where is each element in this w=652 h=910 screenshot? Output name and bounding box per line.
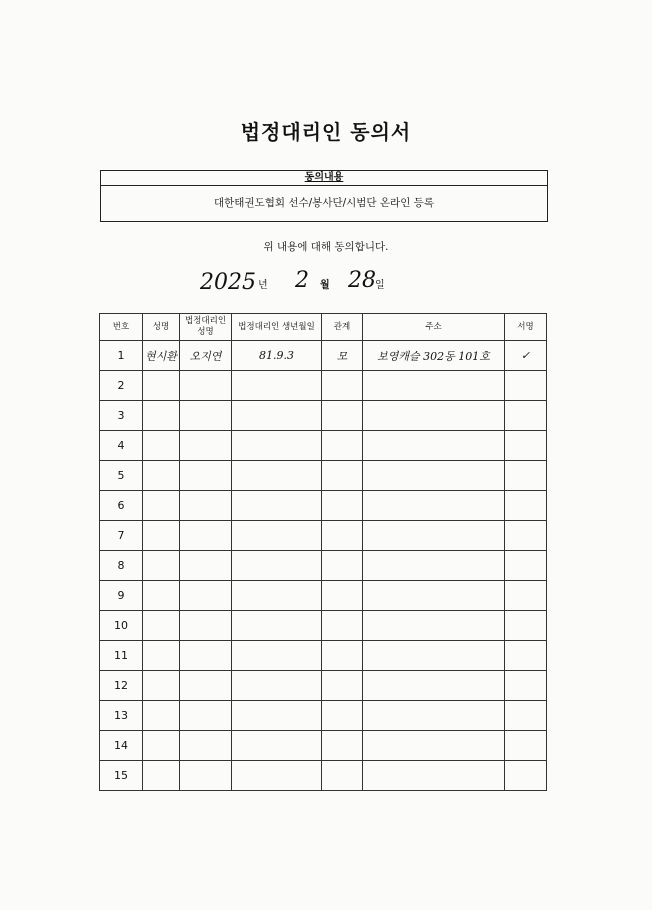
cell-guardian-birth — [232, 401, 322, 431]
cell-guardian-name — [180, 371, 232, 401]
header-signature: 서명 — [505, 314, 547, 341]
cell-num: 8 — [100, 551, 143, 581]
cell-address — [363, 671, 505, 701]
cell-relation — [322, 641, 363, 671]
cell-guardian-birth — [232, 641, 322, 671]
cell-guardian-name — [180, 581, 232, 611]
cell-num: 9 — [100, 581, 143, 611]
cell-num: 3 — [100, 401, 143, 431]
cell-signature — [505, 491, 547, 521]
cell-num: 14 — [100, 731, 143, 761]
cell-relation — [322, 581, 363, 611]
cell-relation — [322, 701, 363, 731]
header-name: 성명 — [143, 314, 180, 341]
cell-guardian-name — [180, 461, 232, 491]
cell-name — [143, 551, 180, 581]
cell-guardian-birth — [232, 671, 322, 701]
cell-guardian-birth — [232, 551, 322, 581]
cell-name: 현시환 — [143, 341, 180, 371]
cell-address — [363, 731, 505, 761]
cell-name — [143, 521, 180, 551]
cell-num: 4 — [100, 431, 143, 461]
cell-address — [363, 431, 505, 461]
cell-relation — [322, 761, 363, 791]
cell-relation — [322, 521, 363, 551]
cell-num: 12 — [100, 671, 143, 701]
header-num: 번호 — [100, 314, 143, 341]
table-row — [100, 371, 547, 401]
cell-guardian-birth — [232, 371, 322, 401]
table-row — [100, 401, 547, 431]
cell-guardian-name — [180, 641, 232, 671]
header-guardian-birth: 법정대리인 생년월일 — [232, 314, 322, 341]
cell-guardian-name — [180, 401, 232, 431]
cell-signature — [505, 521, 547, 551]
cell-num: 11 — [100, 641, 143, 671]
date-row — [200, 268, 420, 298]
cell-guardian-name: 오지연 — [180, 341, 232, 371]
cell-guardian-birth — [232, 761, 322, 791]
cell-guardian-name — [180, 701, 232, 731]
date-month-unit: 월 — [320, 280, 330, 291]
cell-num: 7 — [100, 521, 143, 551]
table-row — [100, 611, 547, 641]
cell-relation: 모 — [322, 341, 363, 371]
cell-address — [363, 611, 505, 641]
cell-address — [363, 371, 505, 401]
cell-address: 보영캐슬 302동 101호 — [363, 341, 505, 371]
cell-guardian-birth — [232, 581, 322, 611]
cell-address — [363, 641, 505, 671]
cell-name — [143, 371, 180, 401]
cell-relation — [322, 671, 363, 701]
table-row — [100, 731, 547, 761]
cell-guardian-birth — [232, 431, 322, 461]
table-row — [100, 761, 547, 791]
table-row — [100, 701, 547, 731]
header-relation: 관계 — [322, 314, 363, 341]
cell-relation — [322, 611, 363, 641]
cell-num: 13 — [100, 701, 143, 731]
header-guardian-name: 법정대리인 성명 — [180, 314, 232, 341]
table-row — [100, 521, 547, 551]
cell-relation — [322, 551, 363, 581]
cell-num: 15 — [100, 761, 143, 791]
cell-signature — [505, 671, 547, 701]
consent-content-box — [100, 170, 548, 222]
cell-address — [363, 551, 505, 581]
table-row — [100, 551, 547, 581]
cell-name — [143, 461, 180, 491]
consent-content-header — [101, 171, 547, 186]
cell-address — [363, 701, 505, 731]
cell-guardian-name — [180, 731, 232, 761]
cell-address — [363, 401, 505, 431]
cell-signature: ✓ — [505, 341, 547, 371]
cell-signature — [505, 641, 547, 671]
cell-relation — [322, 371, 363, 401]
cell-guardian-birth — [232, 491, 322, 521]
cell-address — [363, 581, 505, 611]
cell-num: 10 — [100, 611, 143, 641]
cell-name — [143, 611, 180, 641]
table-row — [100, 461, 547, 491]
date-year: 2025 — [200, 270, 256, 295]
cell-address — [363, 521, 505, 551]
date-year-unit: 년 — [258, 280, 268, 291]
consent-content-body: 대한태권도협회 선수/봉사단/시범단 온라인 등록 — [214, 197, 434, 209]
cell-guardian-name — [180, 671, 232, 701]
cell-guardian-name — [180, 611, 232, 641]
cell-relation — [322, 431, 363, 461]
date-month: 2 — [295, 268, 309, 293]
cell-guardian-birth — [232, 611, 322, 641]
cell-num: 6 — [100, 491, 143, 521]
cell-guardian-birth — [232, 701, 322, 731]
table-header-row — [100, 314, 547, 341]
cell-relation — [322, 491, 363, 521]
table-row — [100, 671, 547, 701]
cell-name — [143, 491, 180, 521]
date-day-unit: 일 — [375, 280, 385, 291]
cell-guardian-name — [180, 431, 232, 461]
cell-signature — [505, 371, 547, 401]
cell-guardian-birth — [232, 461, 322, 491]
cell-guardian-birth: 81.9.3 — [232, 341, 322, 371]
cell-signature — [505, 431, 547, 461]
cell-guardian-name — [180, 761, 232, 791]
cell-name — [143, 761, 180, 791]
cell-relation — [322, 731, 363, 761]
cell-address — [363, 461, 505, 491]
document-title: 법정대리인 동의서 — [240, 120, 412, 144]
cell-name — [143, 431, 180, 461]
cell-name — [143, 671, 180, 701]
cell-signature — [505, 401, 547, 431]
cell-address — [363, 761, 505, 791]
header-address: 주소 — [363, 314, 505, 341]
table-row — [100, 491, 547, 521]
cell-guardian-birth — [232, 731, 322, 761]
cell-guardian-name — [180, 521, 232, 551]
cell-signature — [505, 581, 547, 611]
cell-address — [363, 491, 505, 521]
cell-relation — [322, 401, 363, 431]
cell-guardian-name — [180, 491, 232, 521]
date-day: 28 — [348, 268, 376, 293]
cell-name — [143, 731, 180, 761]
consent-content-header-label: 동의내용 — [304, 172, 344, 183]
cell-num: 1 — [100, 341, 143, 371]
cell-guardian-birth — [232, 521, 322, 551]
cell-signature — [505, 611, 547, 641]
table-row — [100, 431, 547, 461]
cell-signature — [505, 731, 547, 761]
table-row — [100, 341, 547, 371]
guardian-roster-table — [99, 313, 547, 791]
cell-signature — [505, 701, 547, 731]
cell-name — [143, 581, 180, 611]
cell-signature — [505, 461, 547, 491]
table-row — [100, 581, 547, 611]
cell-guardian-name — [180, 551, 232, 581]
cell-num: 2 — [100, 371, 143, 401]
cell-name — [143, 701, 180, 731]
cell-name — [143, 641, 180, 671]
table-row — [100, 641, 547, 671]
cell-name — [143, 401, 180, 431]
cell-signature — [505, 551, 547, 581]
cell-num: 5 — [100, 461, 143, 491]
cell-signature — [505, 761, 547, 791]
cell-relation — [322, 461, 363, 491]
agreement-statement: 위 내용에 대해 동의합니다. — [263, 241, 389, 253]
